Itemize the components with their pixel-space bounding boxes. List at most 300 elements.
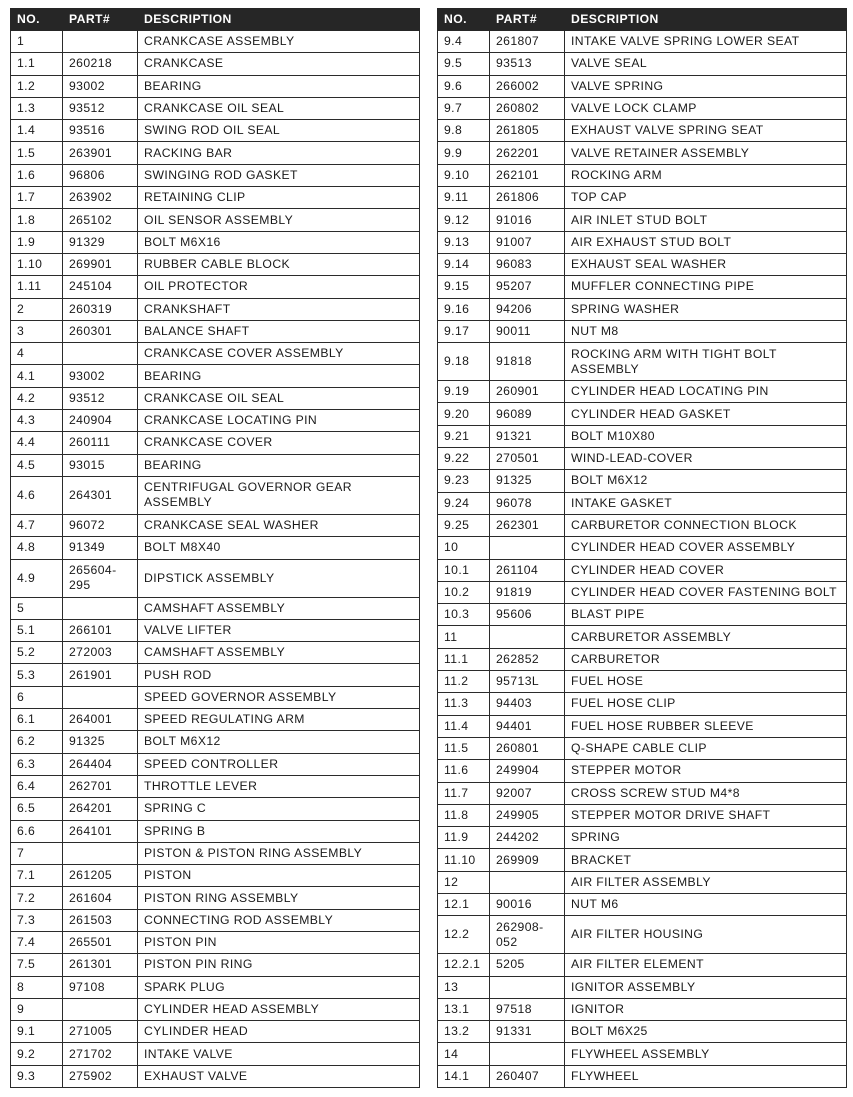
cell-no: 10.3 (438, 604, 490, 626)
table-row (438, 470, 847, 492)
cell-part: 261205 (63, 865, 138, 887)
parts-table-left-body (11, 31, 420, 1088)
cell-description: EXHAUST SEAL WASHER (565, 253, 847, 275)
cell-description: FUEL HOSE RUBBER SLEEVE (565, 715, 847, 737)
cell-part: 262908-052 (490, 916, 565, 954)
cell-no: 10 (438, 537, 490, 559)
cell-no: 1.8 (11, 209, 63, 231)
cell-no: 7 (11, 842, 63, 864)
table-row (438, 276, 847, 298)
table-row (438, 75, 847, 97)
cell-part: 96089 (490, 403, 565, 425)
cell-no: 6 (11, 686, 63, 708)
cell-no: 5.2 (11, 642, 63, 664)
cell-no: 11 (438, 626, 490, 648)
cell-part: 90011 (490, 320, 565, 342)
cell-part: 91325 (490, 470, 565, 492)
table-row (11, 343, 420, 365)
cell-no: 1.2 (11, 75, 63, 97)
table-row (438, 827, 847, 849)
cell-description: CYLINDER HEAD (138, 1021, 420, 1043)
cell-description: TOP CAP (565, 187, 847, 209)
cell-description: SPEED CONTROLLER (138, 753, 420, 775)
cell-description: BEARING (138, 365, 420, 387)
table-row (438, 403, 847, 425)
cell-part: 93512 (63, 387, 138, 409)
table-row (11, 410, 420, 432)
cell-no: 11.3 (438, 693, 490, 715)
cell-description: PISTON & PISTON RING ASSEMBLY (138, 842, 420, 864)
table-row (438, 715, 847, 737)
cell-part: 96083 (490, 253, 565, 275)
cell-description: THROTTLE LEVER (138, 775, 420, 797)
cell-part: 266101 (63, 619, 138, 641)
cell-description: AIR FILTER ASSEMBLY (565, 871, 847, 893)
table-row (11, 142, 420, 164)
cell-no: 1.4 (11, 120, 63, 142)
cell-description: CRANKCASE OIL SEAL (138, 387, 420, 409)
cell-no: 9.6 (438, 75, 490, 97)
table-row (11, 231, 420, 253)
table-row (438, 142, 847, 164)
cell-no: 1.9 (11, 231, 63, 253)
cell-part: 261503 (63, 909, 138, 931)
cell-description: CYLINDER HEAD LOCATING PIN (565, 381, 847, 403)
cell-part: 90016 (490, 893, 565, 915)
table-row (11, 664, 420, 686)
cell-no: 12 (438, 871, 490, 893)
cell-part: 92007 (490, 782, 565, 804)
header-description: DESCRIPTION (138, 9, 420, 31)
cell-part: 91349 (63, 537, 138, 559)
cell-part: 262101 (490, 164, 565, 186)
cell-description: FLYWHEEL (565, 1065, 847, 1087)
cell-part: 266002 (490, 75, 565, 97)
cell-no: 13.1 (438, 998, 490, 1020)
table-row (438, 448, 847, 470)
cell-no: 9.7 (438, 97, 490, 119)
cell-no: 1 (11, 31, 63, 53)
table-row (11, 298, 420, 320)
table-row (11, 209, 420, 231)
cell-no: 1.3 (11, 97, 63, 119)
cell-no: 7.2 (11, 887, 63, 909)
cell-description: BOLT M6X16 (138, 231, 420, 253)
table-row (11, 365, 420, 387)
cell-no: 6.1 (11, 709, 63, 731)
cell-no: 6.4 (11, 775, 63, 797)
table-row (11, 842, 420, 864)
header-part: PART# (63, 9, 138, 31)
table-row (11, 120, 420, 142)
table-row (438, 1065, 847, 1087)
cell-description: VALVE RETAINER ASSEMBLY (565, 142, 847, 164)
cell-part: 275902 (63, 1065, 138, 1087)
cell-description: BOLT M6X25 (565, 1021, 847, 1043)
cell-description: DIPSTICK ASSEMBLY (138, 559, 420, 597)
cell-description: VALVE LOCK CLAMP (565, 97, 847, 119)
cell-part (490, 537, 565, 559)
cell-part: 260301 (63, 320, 138, 342)
cell-description: ROCKING ARM (565, 164, 847, 186)
cell-no: 2 (11, 298, 63, 320)
cell-description: WIND-LEAD-COVER (565, 448, 847, 470)
cell-description: NUT M6 (565, 893, 847, 915)
cell-part: 94401 (490, 715, 565, 737)
table-row (438, 209, 847, 231)
cell-description: CYLINDER HEAD COVER ASSEMBLY (565, 537, 847, 559)
cell-part: 240904 (63, 410, 138, 432)
cell-no: 9.10 (438, 164, 490, 186)
cell-part: 96078 (490, 492, 565, 514)
parts-table-right (437, 8, 847, 1088)
table-row (11, 954, 420, 976)
table-row (11, 597, 420, 619)
table-row (11, 1021, 420, 1043)
table-row (438, 231, 847, 253)
cell-part: 91818 (490, 343, 565, 381)
cell-part: 261901 (63, 664, 138, 686)
table-row (438, 849, 847, 871)
cell-description: PISTON (138, 865, 420, 887)
cell-description: BRACKET (565, 849, 847, 871)
cell-description: BEARING (138, 75, 420, 97)
cell-part: 93513 (490, 53, 565, 75)
table-row (438, 1043, 847, 1065)
cell-part (63, 842, 138, 864)
cell-no: 9.17 (438, 320, 490, 342)
table-row (11, 998, 420, 1020)
cell-description: CRANKCASE LOCATING PIN (138, 410, 420, 432)
cell-description: OIL PROTECTOR (138, 276, 420, 298)
cell-part: 262701 (63, 775, 138, 797)
cell-part: 269909 (490, 849, 565, 871)
cell-description: ROCKING ARM WITH TIGHT BOLT ASSEMBLY (565, 343, 847, 381)
cell-part: 261604 (63, 887, 138, 909)
cell-no: 9 (11, 998, 63, 1020)
table-row (11, 514, 420, 536)
cell-part: 262852 (490, 648, 565, 670)
cell-no: 6.2 (11, 731, 63, 753)
cell-part: 261807 (490, 31, 565, 53)
cell-part: 260407 (490, 1065, 565, 1087)
cell-description: BEARING (138, 454, 420, 476)
table-row (438, 320, 847, 342)
cell-no: 9.16 (438, 298, 490, 320)
cell-no: 1.7 (11, 187, 63, 209)
table-row (438, 31, 847, 53)
table-row (438, 916, 847, 954)
cell-description: CROSS SCREW STUD M4*8 (565, 782, 847, 804)
cell-part: 264101 (63, 820, 138, 842)
cell-part: 91331 (490, 1021, 565, 1043)
table-row (11, 909, 420, 931)
cell-description: STEPPER MOTOR DRIVE SHAFT (565, 804, 847, 826)
table-row (11, 798, 420, 820)
cell-no: 4.4 (11, 432, 63, 454)
table-row (438, 298, 847, 320)
table-row (438, 537, 847, 559)
parts-table-right-body (438, 31, 847, 1088)
cell-description: VALVE SEAL (565, 53, 847, 75)
cell-part: 262201 (490, 142, 565, 164)
table-row (438, 381, 847, 403)
cell-part: 94206 (490, 298, 565, 320)
table-row (11, 619, 420, 641)
table-row (11, 276, 420, 298)
cell-part: 93015 (63, 454, 138, 476)
cell-part: 263902 (63, 187, 138, 209)
cell-part: 93516 (63, 120, 138, 142)
cell-part: 245104 (63, 276, 138, 298)
table-row (11, 432, 420, 454)
cell-part: 94403 (490, 693, 565, 715)
cell-no: 12.2.1 (438, 954, 490, 976)
table-row (11, 976, 420, 998)
cell-description: CARBURETOR CONNECTION BLOCK (565, 514, 847, 536)
cell-no: 14 (438, 1043, 490, 1065)
cell-part (63, 597, 138, 619)
table-row (438, 871, 847, 893)
cell-part: 269901 (63, 253, 138, 275)
table-row (438, 648, 847, 670)
cell-no: 14.1 (438, 1065, 490, 1087)
cell-part: 265501 (63, 931, 138, 953)
cell-part: 261805 (490, 120, 565, 142)
table-row (11, 97, 420, 119)
table-row (11, 731, 420, 753)
cell-description: CARBURETOR (565, 648, 847, 670)
cell-part: 5205 (490, 954, 565, 976)
table-row (11, 253, 420, 275)
cell-description: SPRING B (138, 820, 420, 842)
cell-no: 9.5 (438, 53, 490, 75)
cell-no: 11.6 (438, 760, 490, 782)
cell-part: 97518 (490, 998, 565, 1020)
table-row (438, 164, 847, 186)
cell-description: FUEL HOSE (565, 671, 847, 693)
cell-part: 97108 (63, 976, 138, 998)
cell-no: 1.11 (11, 276, 63, 298)
cell-description: FLYWHEEL ASSEMBLY (565, 1043, 847, 1065)
cell-description: BOLT M6X12 (565, 470, 847, 492)
table-row (438, 343, 847, 381)
table-row (438, 782, 847, 804)
table-row (438, 760, 847, 782)
cell-description: VALVE LIFTER (138, 619, 420, 641)
cell-no: 1.6 (11, 164, 63, 186)
cell-part: 260802 (490, 97, 565, 119)
cell-description: PISTON RING ASSEMBLY (138, 887, 420, 909)
cell-no: 4.5 (11, 454, 63, 476)
cell-no: 4.1 (11, 365, 63, 387)
cell-part (63, 343, 138, 365)
cell-description: EXHAUST VALVE (138, 1065, 420, 1087)
table-row (11, 775, 420, 797)
cell-no: 9.11 (438, 187, 490, 209)
table-row (11, 387, 420, 409)
cell-description: SPRING WASHER (565, 298, 847, 320)
cell-no: 6.5 (11, 798, 63, 820)
cell-description: Q-SHAPE CABLE CLIP (565, 737, 847, 759)
cell-description: SWINGING ROD GASKET (138, 164, 420, 186)
cell-part (63, 998, 138, 1020)
table-row (11, 865, 420, 887)
cell-no: 9.15 (438, 276, 490, 298)
cell-no: 9.23 (438, 470, 490, 492)
cell-description: SWING ROD OIL SEAL (138, 120, 420, 142)
header-no: NO. (11, 9, 63, 31)
cell-no: 5.3 (11, 664, 63, 686)
cell-no: 1.5 (11, 142, 63, 164)
cell-no: 7.5 (11, 954, 63, 976)
cell-no: 11.2 (438, 671, 490, 693)
table-row (11, 164, 420, 186)
table-row (438, 53, 847, 75)
table-row (438, 737, 847, 759)
cell-part: 272003 (63, 642, 138, 664)
cell-description: RUBBER CABLE BLOCK (138, 253, 420, 275)
cell-part: 270501 (490, 448, 565, 470)
cell-no: 1.1 (11, 53, 63, 75)
cell-no: 6.3 (11, 753, 63, 775)
table-row (11, 537, 420, 559)
cell-part: 260801 (490, 737, 565, 759)
cell-no: 9.3 (11, 1065, 63, 1087)
table-row (11, 31, 420, 53)
cell-no: 9.1 (11, 1021, 63, 1043)
cell-no: 5.1 (11, 619, 63, 641)
table-row (11, 454, 420, 476)
cell-description: IGNITOR ASSEMBLY (565, 976, 847, 998)
cell-no: 12.2 (438, 916, 490, 954)
cell-description: SPEED REGULATING ARM (138, 709, 420, 731)
cell-description: SPRING C (138, 798, 420, 820)
cell-no: 9.8 (438, 120, 490, 142)
cell-no: 5 (11, 597, 63, 619)
cell-part: 91016 (490, 209, 565, 231)
cell-description: VALVE SPRING (565, 75, 847, 97)
cell-description: NUT M8 (565, 320, 847, 342)
cell-no: 11.7 (438, 782, 490, 804)
cell-part: 264301 (63, 476, 138, 514)
cell-description: AIR FILTER HOUSING (565, 916, 847, 954)
cell-no: 9.18 (438, 343, 490, 381)
cell-no: 9.13 (438, 231, 490, 253)
cell-description: CRANKCASE (138, 53, 420, 75)
cell-no: 7.1 (11, 865, 63, 887)
cell-part: 95606 (490, 604, 565, 626)
table-row (438, 514, 847, 536)
table-row (11, 476, 420, 514)
cell-part (63, 686, 138, 708)
cell-description: SPRING (565, 827, 847, 849)
cell-no: 9.14 (438, 253, 490, 275)
cell-description: AIR FILTER ELEMENT (565, 954, 847, 976)
cell-part: 244202 (490, 827, 565, 849)
cell-no: 9.12 (438, 209, 490, 231)
table-row (11, 820, 420, 842)
cell-description: CYLINDER HEAD GASKET (565, 403, 847, 425)
cell-no: 13 (438, 976, 490, 998)
cell-no: 11.9 (438, 827, 490, 849)
cell-description: EXHAUST VALVE SPRING SEAT (565, 120, 847, 142)
cell-description: RETAINING CLIP (138, 187, 420, 209)
cell-no: 4.6 (11, 476, 63, 514)
cell-description: MUFFLER CONNECTING PIPE (565, 276, 847, 298)
cell-description: IGNITOR (565, 998, 847, 1020)
cell-no: 4.2 (11, 387, 63, 409)
table-row (438, 604, 847, 626)
cell-no: 4 (11, 343, 63, 365)
table-header-row (11, 9, 420, 31)
cell-part: 260319 (63, 298, 138, 320)
cell-description: AIR EXHAUST STUD BOLT (565, 231, 847, 253)
cell-no: 9.19 (438, 381, 490, 403)
cell-description: BOLT M6X12 (138, 731, 420, 753)
table-row (11, 320, 420, 342)
table-row (11, 75, 420, 97)
cell-description: SPARK PLUG (138, 976, 420, 998)
cell-no: 7.4 (11, 931, 63, 953)
table-row (438, 671, 847, 693)
cell-no: 11.1 (438, 648, 490, 670)
cell-description: FUEL HOSE CLIP (565, 693, 847, 715)
table-row (438, 693, 847, 715)
cell-no: 9.20 (438, 403, 490, 425)
cell-description: PISTON PIN (138, 931, 420, 953)
table-row (11, 753, 420, 775)
cell-part: 91325 (63, 731, 138, 753)
table-row (438, 1021, 847, 1043)
cell-no: 9.9 (438, 142, 490, 164)
cell-part (490, 871, 565, 893)
cell-no: 9.21 (438, 425, 490, 447)
table-row (438, 559, 847, 581)
cell-description: SPEED GOVERNOR ASSEMBLY (138, 686, 420, 708)
cell-part: 91819 (490, 581, 565, 603)
cell-description: CRANKSHAFT (138, 298, 420, 320)
cell-part (490, 976, 565, 998)
parts-table-left (10, 8, 420, 1088)
cell-description: CYLINDER HEAD ASSEMBLY (138, 998, 420, 1020)
cell-description: BOLT M8X40 (138, 537, 420, 559)
cell-part: 263901 (63, 142, 138, 164)
cell-description: CRANKCASE COVER (138, 432, 420, 454)
table-header-row (438, 9, 847, 31)
cell-no: 4.7 (11, 514, 63, 536)
cell-no: 10.2 (438, 581, 490, 603)
cell-no: 6.6 (11, 820, 63, 842)
cell-part (63, 31, 138, 53)
cell-no: 11.8 (438, 804, 490, 826)
table-row (11, 1043, 420, 1065)
cell-part: 261806 (490, 187, 565, 209)
cell-no: 12.1 (438, 893, 490, 915)
cell-part (490, 626, 565, 648)
header-part: PART# (490, 9, 565, 31)
cell-description: CONNECTING ROD ASSEMBLY (138, 909, 420, 931)
cell-description: OIL SENSOR ASSEMBLY (138, 209, 420, 231)
cell-no: 11.10 (438, 849, 490, 871)
table-row (438, 120, 847, 142)
cell-part: 95207 (490, 276, 565, 298)
cell-part: 271005 (63, 1021, 138, 1043)
cell-part: 91329 (63, 231, 138, 253)
cell-no: 11.4 (438, 715, 490, 737)
cell-part: 264404 (63, 753, 138, 775)
cell-description: BLAST PIPE (565, 604, 847, 626)
